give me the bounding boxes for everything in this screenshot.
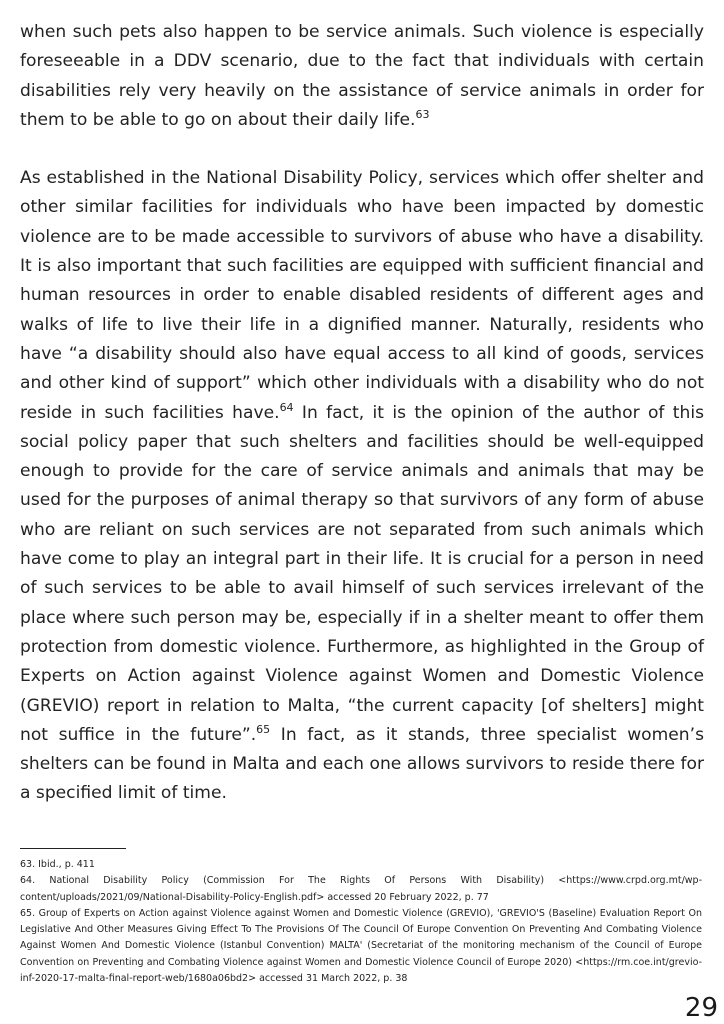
- footnotes: [20, 857, 702, 987]
- footnote-ref-64[interactable]: 64: [279, 400, 294, 414]
- footnote-separator: [20, 848, 126, 849]
- paragraph-1-text: when such pets also happen to be service animals. Such violence is especially foreseeable in a DDV scenario, due to the fact that individuals with certain disabilities rely very heavily on the assistance of service animals in order for them to be able to go on about their daily life.: [20, 22, 704, 130]
- page-body: [20, 18, 704, 809]
- footnote-ref-63[interactable]: 63: [415, 107, 430, 121]
- page-number: 29: [684, 993, 718, 1023]
- footnote-64: 64. National Disability Policy (Commission For The Rights Of Persons With Disability) <https://www.crpd.org.mt/wp-content/uploads/2021/09/National-Disability-Policy-English.pdf> accessed 20 February 2022, p. 77: [20, 875, 702, 903]
- paragraph-2-text-part-3: In fact, as it stands, three specialist women’s shelters can be found in Malta and each one allows survivors to reside there for a specified limit of time.: [20, 724, 704, 804]
- paragraph-2: [20, 164, 704, 809]
- footnote-65: 65. Group of Experts on Action against Violence against Women and Domestic Violence (GREVIO), 'GREVIO'S (Baseline) Evaluation Report On Legislative And Other Measures Giving Effect To The Provisions Of The Council Of Europe Convention On Preventing And Combating Violence Against Women And Domestic Violence (Istanbul Convention) MALTA' (Secretariat of the monitoring mechanism of the Council of Europe Convention on Preventing and Combating Violence against Women and Domestic Violence Council of Europe 2020) <https://rm.coe.int/grevio-inf-2020-17-malta-final-report-web/1680a06bd2> accessed 31 March 2022, p. 38: [20, 907, 702, 985]
- paragraph-2-text-part-1: As established in the National Disability Policy, services which offer shelter and other similar facilities for individuals who have been impacted by domestic violence are to be made accessible to survivors of abuse who have a disability. It is also important that such facilities are equipped with sufficient financial and human resources in order to enable disabled residents of different ages and walks of life to live their life in a dignified manner. Naturally, residents who have “a disability should also have equal access to all kind of goods, services and other kind of support” which other individuals with a disability who do not reside in such facilities have.: [20, 168, 704, 423]
- paragraph-1: [20, 18, 704, 135]
- footnote-63: 63. Ibid., p. 411: [20, 859, 95, 870]
- paragraph-2-text-part-2: In fact, it is the opinion of the author of this social policy paper that such shelters and facilities should be well-equipped enough to provide for the care of service animals and animals that may be used for the purposes of animal therapy so that survivors of any form of abuse who are reliant on such services are not separated from such animals which have come to play an integral part in their life. It is crucial for a person in need of such services to be able to avail himself of such services irrelevant of the place where such person may be, especially if in a shelter meant to offer them protection from domestic violence. Furthermore, as highlighted in the Group of Experts on Action against Violence against Women and Domestic Violence (GREVIO) report in relation to Malta, “the current capacity [of shelters] might not suffice in the future”.: [20, 402, 704, 745]
- footnote-ref-65[interactable]: 65: [256, 722, 271, 736]
